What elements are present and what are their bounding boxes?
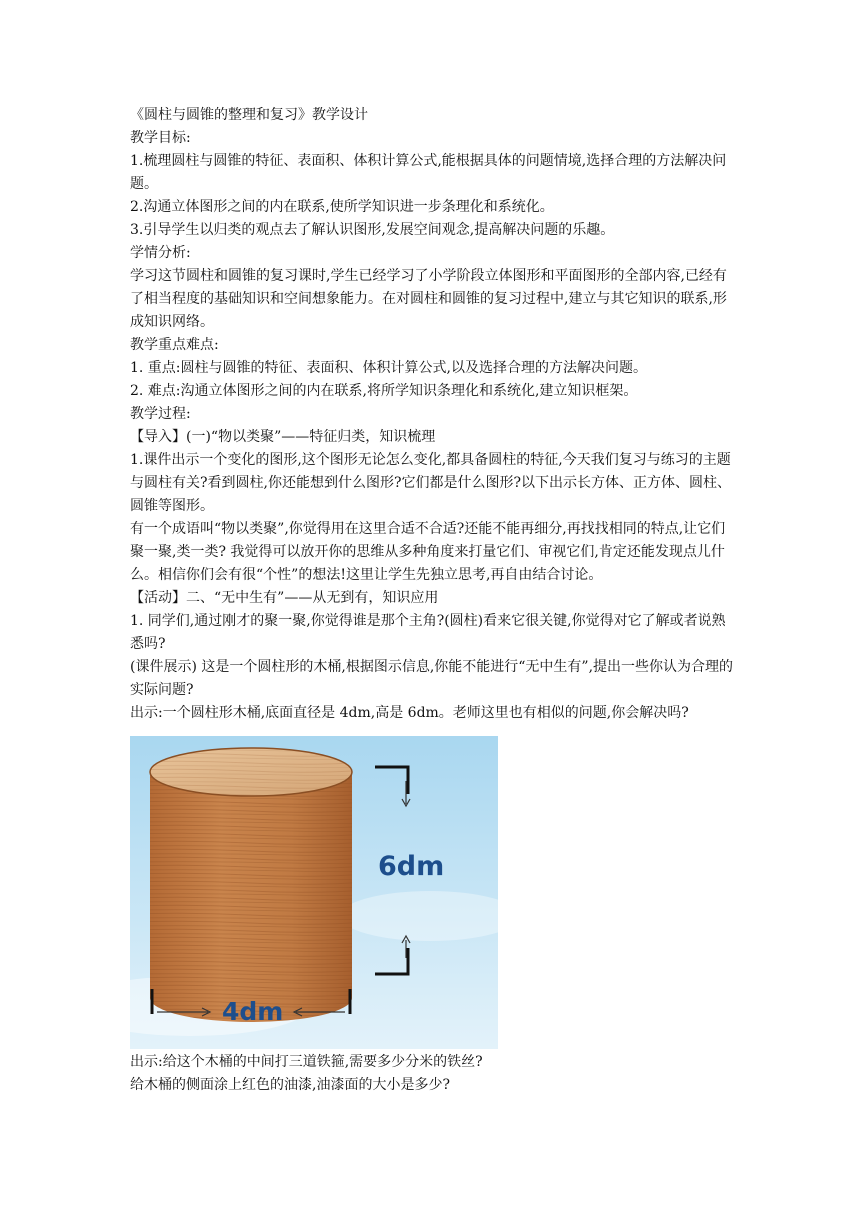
document-body-after-figure (130, 1051, 735, 1097)
key-heading: 教学重点难点: (130, 337, 219, 353)
goals-heading: 教学目标: (130, 130, 191, 146)
key-point-2: 2. 难点:沟通立体图形之间的内在联系,将所学知识条理化和系统化,建立知识框架。 (130, 383, 638, 399)
activity-heading: 【活动】二、“无中生有”——从无到有，知识应用 (130, 590, 439, 606)
activity-paragraph-2: (课件展示) 这是一个圆柱形的木桶,根据图示信息,你能不能进行“无中生有”,提出一些你认为合理的实际问题? (130, 659, 734, 698)
question-2: 给木桶的侧面涂上红色的油漆,油漆面的大小是多少? (130, 1077, 450, 1093)
intro-heading: 【导入】(一)“物以类聚”——特征归类，知识梳理 (130, 429, 436, 445)
activity-paragraph-1: 1. 同学们,通过刚才的聚一聚,你觉得谁是那个主角?(圆柱)看来它很关键,你觉得对它了解或者说熟悉吗? (130, 613, 726, 652)
analysis-heading: 学情分析: (130, 245, 191, 261)
question-1: 出示:给这个木桶的中间打三道铁箍,需要多少分米的铁丝? (130, 1054, 483, 1070)
diameter-label: 4dm (222, 997, 284, 1026)
bucket-shape (150, 748, 352, 1022)
goal-2: 2.沟通立体图形之间的内在联系,使所学知识进一步条理化和系统化。 (130, 199, 554, 215)
document-title: 《圆柱与圆锥的整理和复习》教学设计 (130, 107, 368, 123)
activity-paragraph-3: 出示:一个圆柱形木桶,底面直径是 4dm,高是 6dm。老师这里也有相似的问题,你会解决吗? (130, 705, 689, 721)
wooden-bucket-figure (130, 736, 498, 1049)
bucket-illustration (130, 736, 498, 1049)
intro-paragraph-1: 1.课件出示一个变化的图形,这个图形无论怎么变化,都具备圆柱的特征,今天我们复习与练习的主题与圆柱有关?看到圆柱,你还能想到什么图形?它们都是什么图形?以下出示长方体、正方体、圆柱、圆锥等图形。 (130, 452, 731, 514)
intro-paragraph-2: 有一个成语叫“物以类聚”,你觉得用在这里合适不合适?还能不能再细分,再找找相同的特点,让它们聚一聚,类一类? 我觉得可以放开你的思维从多种角度来打量它们、审视它们,肯定还能发现点儿什么。相信你们会有很“个性”的想法!这里让学生先独立思考,再自由结合讨论。 (130, 521, 726, 583)
goal-3: 3.引导学生以归类的观点去了解认识图形,发展空间观念,提高解决问题的乐趣。 (130, 222, 615, 238)
process-heading: 教学过程: (130, 406, 191, 422)
key-point-1: 1. 重点:圆柱与圆锥的特征、表面积、体积计算公式,以及选择合理的方法解决问题。 (130, 360, 647, 376)
goal-1: 1.梳理圆柱与圆锥的特征、表面积、体积计算公式,能根据具体的问题情境,选择合理的方法解决问题。 (130, 153, 727, 192)
height-label: 6dm (378, 851, 445, 882)
document-body (130, 104, 735, 725)
analysis-paragraph: 学习这节圆柱和圆锥的复习课时,学生已经学习了小学阶段立体图形和平面图形的全部内容,已经有了相当程度的基础知识和空间想象能力。在对圆柱和圆锥的复习过程中,建立与其它知识的联系,形成知识网络。 (130, 268, 727, 330)
